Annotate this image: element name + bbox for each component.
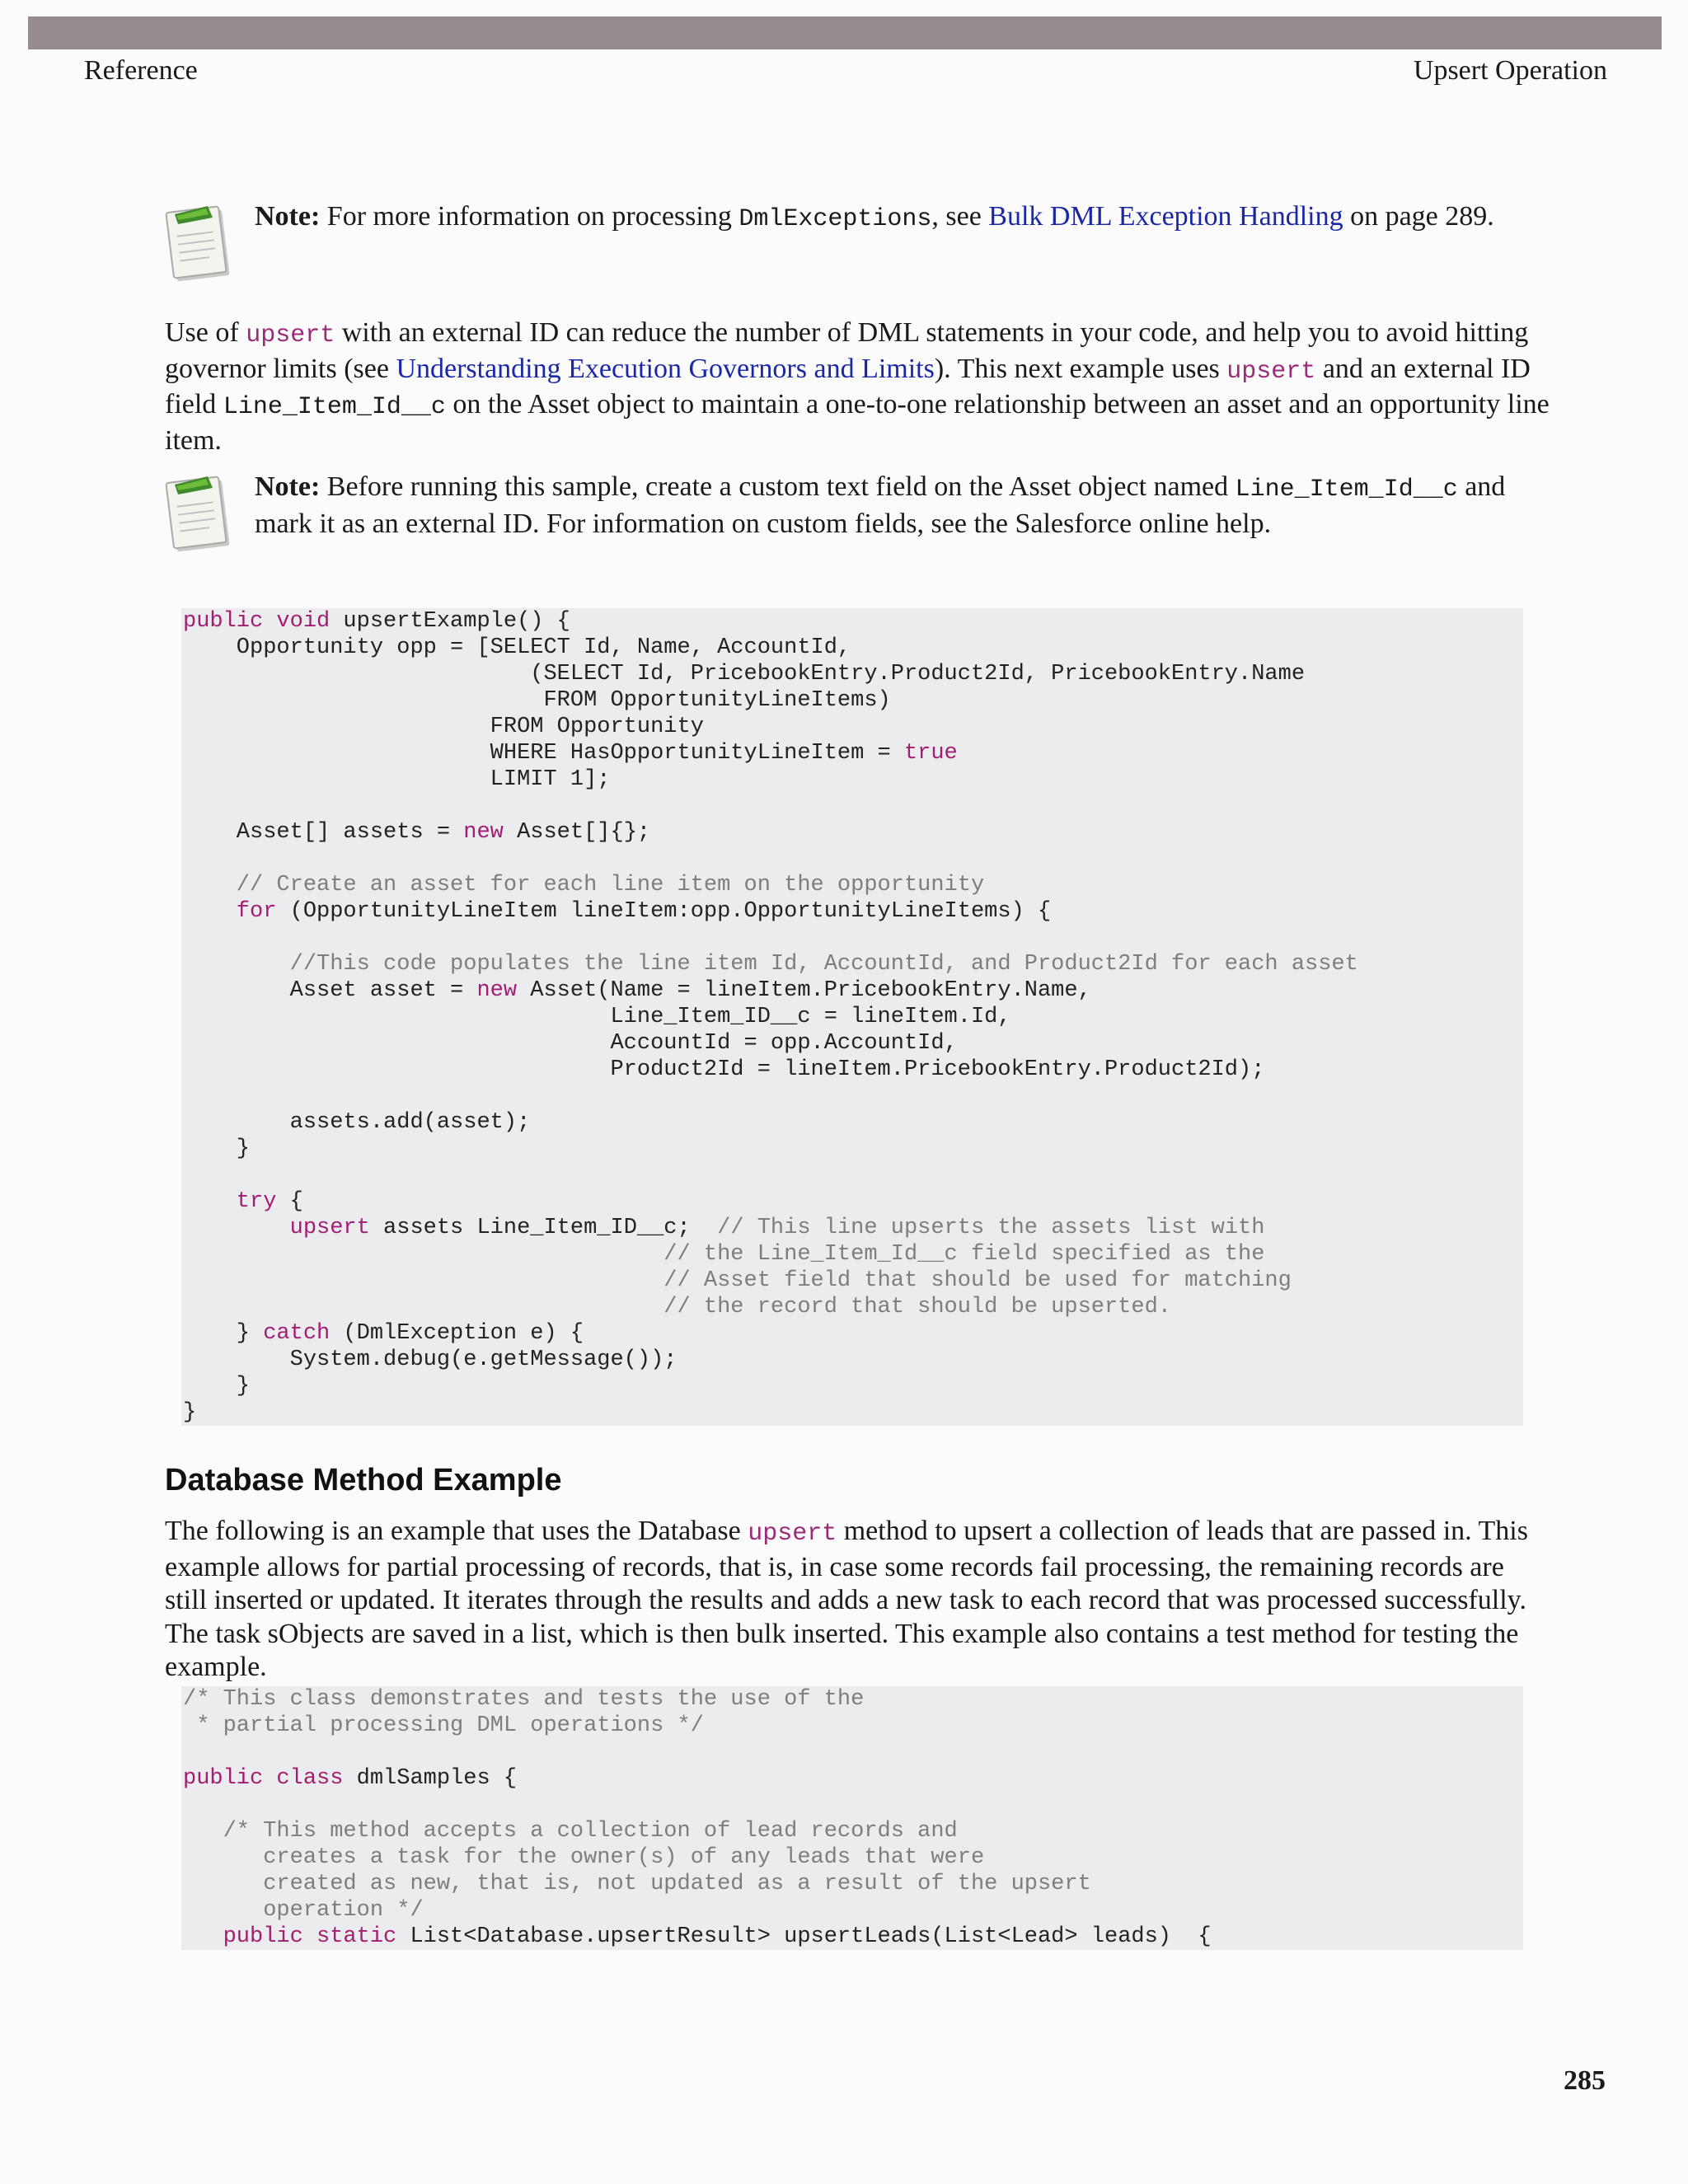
code-line: operation */ [183, 1898, 424, 1923]
inline-keyword: upsert [246, 321, 335, 349]
bulk-dml-exception-link[interactable]: Bulk DML Exception Handling [988, 201, 1343, 232]
code-line: upsert assets Line_Item_ID__c; // This line upserts the assets list with [183, 1216, 1265, 1240]
inline-keyword: upsert [1226, 357, 1316, 386]
code-line [181, 925, 1523, 951]
code-line: public static List<Database.upsertResult> upsertLeads(List<Lead> leads) { [183, 1924, 1212, 1949]
code-line: FROM OpportunityLineItems) [183, 688, 891, 713]
code-line: // Asset field that should be used for matching [183, 1268, 1292, 1293]
code-line: for (OpportunityLineItem lineItem:opp.OpportunityLineItems) { [183, 899, 1052, 924]
code-line: /* This class demonstrates and tests the use of the [183, 1687, 865, 1712]
inline-code: Line_Item_Id__c [1235, 476, 1458, 504]
body-paragraph: Use of upsert with an external ID can reduce the number of DML statements in your code, and help you to avoid hitting governor limits (see Understanding Execution Governors and Limits). This next example uses upsert and an external ID field Line_Item_Id__c on the Asset object to maintain a one-to-one relationship between an asset and an opportunity line item. [165, 317, 1550, 456]
code-line: public class dmlSamples { [183, 1766, 518, 1791]
inline-keyword: upsert [748, 1520, 837, 1548]
header-bar [28, 16, 1662, 49]
header-section-title: Reference [84, 55, 198, 86]
code-block [181, 1686, 1523, 1950]
code-line: //This code populates the line item Id, AccountId, and Product2Id for each asset [183, 952, 1358, 977]
code-line: Asset asset = new Asset(Name = lineItem.PricebookEntry.Name, [183, 978, 1091, 1003]
code-line [181, 793, 1523, 819]
code-line: // the Line_Item_Id__c field specified as the [183, 1242, 1265, 1267]
code-line: Line_Item_ID__c = lineItem.Id, [183, 1005, 1011, 1029]
code-line: System.debug(e.getMessage()); [183, 1347, 678, 1372]
code-line: created as new, that is, not updated as a result of the upsert [183, 1872, 1091, 1896]
code-line: (SELECT Id, PricebookEntry.Product2Id, PricebookEntry.Name [183, 662, 1306, 687]
note-text: Note: For more information on processing DmlExceptions, see Bulk DML Exception Handling on page 289. [255, 201, 1494, 233]
code-line [181, 846, 1523, 872]
code-line: Product2Id = lineItem.PricebookEntry.Product2Id); [183, 1057, 1265, 1082]
code-line: /* This method accepts a collection of lead records and [183, 1819, 958, 1844]
code-line: LIMIT 1]; [183, 767, 611, 792]
code-line: } [183, 1374, 251, 1399]
code-block [181, 608, 1523, 1426]
note-label: Note: [255, 471, 321, 502]
code-line: } [183, 1137, 251, 1161]
code-line: assets.add(asset); [183, 1110, 531, 1135]
code-line: // the record that should be upserted. [183, 1295, 1171, 1319]
body-paragraph: The following is an example that uses the Database upsert method to upsert a collection of leads that are passed in. This example allows for partial processing of records, that is, in case some records fail processing, the remaining records are still inserted or updated. It iterates through the results and adds a new task to each record that was processed successfully. The task sObjects are saved in a list, which is then bulk inserted. This example also contains a test method for testing the example. [165, 1516, 1528, 1682]
code-line: public void upsertExample() { [183, 609, 570, 634]
code-line: // Create an asset for each line item on the opportunity [183, 873, 985, 898]
inline-code: Line_Item_Id__c [223, 393, 446, 421]
section-heading: Database Method Example [165, 1463, 562, 1497]
code-line: WHERE HasOpportunityLineItem = true [183, 741, 958, 766]
code-line: FROM Opportunity [183, 715, 704, 739]
code-line: } [183, 1400, 197, 1425]
code-line [181, 1739, 1523, 1765]
page-number: 285 [1564, 2065, 1606, 2096]
note-pad-icon [165, 199, 236, 287]
inline-code: DmlExceptions [738, 205, 932, 233]
code-line: * partial processing DML operations */ [183, 1713, 704, 1738]
note-text: Note: Before running this sample, create a custom text field on the Asset object named Line_Item_Id__c and mark it as an external ID. For information on custom fields, see the Salesforce online help. [255, 471, 1506, 539]
code-line: creates a task for the owner(s) of any leads that were [183, 1845, 985, 1870]
header-topic-title: Upsert Operation [1413, 55, 1607, 86]
code-line: Opportunity opp = [SELECT Id, Name, AccountId, [183, 635, 851, 660]
code-line: AccountId = opp.AccountId, [183, 1031, 958, 1056]
note-label: Note: [255, 201, 321, 232]
code-line [181, 1162, 1523, 1188]
code-line: } catch (DmlException e) { [183, 1321, 584, 1346]
code-line [181, 1083, 1523, 1109]
note-pad-icon [165, 470, 236, 557]
code-line: Asset[] assets = new Asset[]{}; [183, 820, 651, 845]
code-line [181, 1792, 1523, 1818]
code-line: try { [183, 1189, 303, 1214]
execution-governors-link[interactable]: Understanding Execution Governors and Limits [396, 353, 935, 384]
